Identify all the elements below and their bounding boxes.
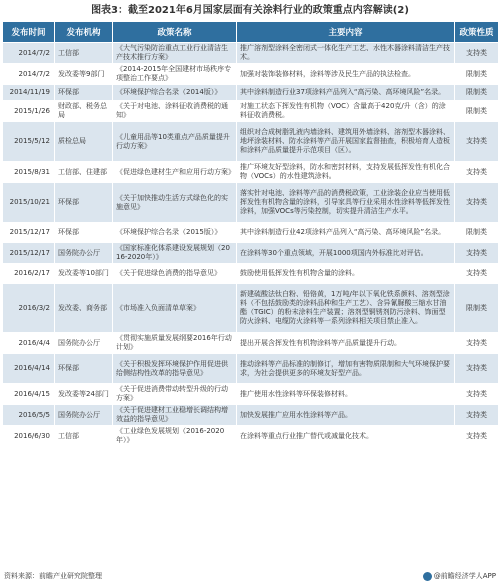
cell-nature: 支持类 — [455, 162, 499, 183]
table-row — [3, 85, 499, 101]
cell-policy-name: 《关于促进绿色消费的指导意见》 — [113, 264, 237, 284]
cell-content: 组织对合成树脂乳液内墙涂料、建筑用外墙涂料、溶剂型木器涂料、地坪涂装材料、防水涂料等产品开展国家监督抽查，积极培育人造板和涂料产品质量提升示范项目（区）。 — [237, 122, 455, 162]
cell-content: 在涂料等重点行业推广替代或减量化技术。 — [237, 426, 455, 447]
cell-org: 质检总局 — [55, 122, 113, 162]
cell-content: 鼓励使用低挥发性有机物含量的涂料。 — [237, 264, 455, 284]
table-row — [3, 284, 499, 333]
table-row — [3, 183, 499, 223]
table-row — [3, 64, 499, 85]
cell-org: 财政部、税务总局 — [55, 101, 113, 122]
cell-date: 2014/7/2 — [3, 64, 55, 85]
table-row — [3, 243, 499, 264]
cell-policy-name: 《环境保护综合名录（2014版）》 — [113, 85, 237, 101]
cell-nature: 支持类 — [455, 405, 499, 426]
table-header-row — [3, 22, 499, 43]
cell-policy-name: 《儿童用品等10类重点产品质量提升行动方案》 — [113, 122, 237, 162]
cell-content: 在涂料等30个重点领域，开展1000项国内外标准比对评估。 — [237, 243, 455, 264]
table-row — [3, 405, 499, 426]
header-org: 发布机构 — [55, 22, 113, 43]
cell-org: 工信部 — [55, 43, 113, 64]
cell-content: 新建硫酸法钛白粉、铅铬黄，1万吨/年以下氧化铁系颜料、溶剂型涂料（不包括鼓励类的涂料品种和生产工艺）、含异氰脲酸三缩水甘油酯（TGIC）的粉末涂料生产装置；溶剂型铜锈剂防污涂料、饰面型防火涂料、电缆防火涂料等一系列涂料相关项目禁止准入。 — [237, 284, 455, 333]
cell-org: 环保部 — [55, 223, 113, 243]
chart-title: 图表3：截至2021年6月国家层面有关涂料行业的政策重点内容解读(2) — [91, 5, 409, 16]
table-row — [3, 264, 499, 284]
cell-nature: 支持类 — [455, 122, 499, 162]
cell-date: 2015/1/26 — [3, 101, 55, 122]
cell-policy-name: 《国家标准化体系建设发展规划（2016-2020年）》 — [113, 243, 237, 264]
table-row — [3, 426, 499, 447]
cell-date: 2015/12/17 — [3, 243, 55, 264]
cell-org: 国务院办公厅 — [55, 333, 113, 354]
table-row — [3, 354, 499, 384]
table-row — [3, 384, 499, 405]
cell-org: 发改委等10部门 — [55, 264, 113, 284]
policy-table — [2, 21, 499, 447]
cell-date: 2016/5/5 — [3, 405, 55, 426]
header-date: 发布时间 — [3, 22, 55, 43]
cell-nature: 限制类 — [455, 64, 499, 85]
cell-policy-name: 《贯彻实施质量发展纲要2016年行动计划》 — [113, 333, 237, 354]
cell-policy-name: 《环境保护综合名录（2015版）》 — [113, 223, 237, 243]
table-row — [3, 333, 499, 354]
cell-org: 发改委等24部门 — [55, 384, 113, 405]
cell-nature: 限制类 — [455, 284, 499, 333]
source-note: 资料来源：前瞻产业研究院整理 — [4, 572, 102, 580]
cell-policy-name: 《关于加快推动生活方式绿色化的实施意见》 — [113, 183, 237, 223]
cell-date: 2016/6/30 — [3, 426, 55, 447]
cell-nature: 支持类 — [455, 384, 499, 405]
cell-org: 工信部、住建部 — [55, 162, 113, 183]
footer — [4, 571, 496, 583]
cell-content: 对施工状态下挥发性有机物（VOC）含量高于420克/升（含）的涂料征收消费税。 — [237, 101, 455, 122]
cell-content: 推动涂料等产品标准的制修订，增加有害物质限制和大气环境保护要求，为社会提供更多的环境友好型产品。 — [237, 354, 455, 384]
cell-date: 2016/4/14 — [3, 354, 55, 384]
cell-policy-name: 《2014-2015年全国建材市场秩序专项整治工作要点》 — [113, 64, 237, 85]
cell-nature: 支持类 — [455, 183, 499, 223]
header-content: 主要内容 — [237, 22, 455, 43]
cell-content: 加快发展推广应用水性涂料等产品。 — [237, 405, 455, 426]
cell-nature: 支持类 — [455, 243, 499, 264]
cell-date: 2016/4/15 — [3, 384, 55, 405]
cell-policy-name: 《关于促进消费带动转型升级的行动方案》 — [113, 384, 237, 405]
cell-org: 国务院办公厅 — [55, 405, 113, 426]
cell-org: 环保部 — [55, 85, 113, 101]
cell-org: 环保部 — [55, 354, 113, 384]
cell-content: 其中涂料制造行业37项涂料产品列入“高污染、高环境风险”名录。 — [237, 85, 455, 101]
table-row — [3, 43, 499, 64]
table-row — [3, 122, 499, 162]
cell-nature: 支持类 — [455, 354, 499, 384]
cell-date: 2015/10/21 — [3, 183, 55, 223]
cell-org: 发改委等9部门 — [55, 64, 113, 85]
cell-date: 2016/2/17 — [3, 264, 55, 284]
brand-label: @前瞻经济学人APP — [433, 572, 496, 580]
cell-nature: 限制类 — [455, 85, 499, 101]
cell-nature: 支持类 — [455, 426, 499, 447]
cell-date: 2015/8/31 — [3, 162, 55, 183]
brand-attribution — [423, 571, 496, 583]
cell-content: 加强对装饰装修材料，涂料等涉及民生产品的执法检查。 — [237, 64, 455, 85]
cell-content: 其中涂料制造行业42项涂料产品列入“高污染、高环境风险”名录。 — [237, 223, 455, 243]
cell-date: 2016/4/4 — [3, 333, 55, 354]
cell-content: 落实针对电池、涂料等产品的消费税政策，工业涂装企业应当使用低挥发性有机物含量的涂料，引导家具等行业采用水性涂料等低挥发性涂料，加强VOCs等污染控制，切实提升清洁生产水平。 — [237, 183, 455, 223]
cell-date: 2015/5/12 — [3, 122, 55, 162]
page — [0, 1, 500, 585]
cell-content: 推广环境友好型涂料，防水和密封材料，支持发展低挥发性有机化合物（VOCs）的水性建筑涂料。 — [237, 162, 455, 183]
cell-org: 环保部 — [55, 183, 113, 223]
table-row — [3, 223, 499, 243]
cell-date: 2016/3/2 — [3, 284, 55, 333]
cell-date: 2014/7/2 — [3, 43, 55, 64]
cell-policy-name: 《关于积极发挥环境保护作用促进供给侧结构性改革的指导意见》 — [113, 354, 237, 384]
cell-policy-name: 《工业绿色发展规划（2016-2020年）》 — [113, 426, 237, 447]
cell-nature: 支持类 — [455, 43, 499, 64]
cell-nature: 限制类 — [455, 101, 499, 122]
brand-logo-icon — [423, 572, 432, 581]
cell-nature: 限制类 — [455, 223, 499, 243]
cell-nature: 支持类 — [455, 264, 499, 284]
header-policy-name: 政策名称 — [113, 22, 237, 43]
cell-org: 工信部 — [55, 426, 113, 447]
cell-content: 推广使用水性涂料等环保装修材料。 — [237, 384, 455, 405]
table-row — [3, 101, 499, 122]
cell-policy-name: 《大气污染防治重点工业行业清洁生产技术推行方案》 — [113, 43, 237, 64]
cell-policy-name: 《市场准入负面清单草案》 — [113, 284, 237, 333]
cell-org: 发改委、商务部 — [55, 284, 113, 333]
cell-content: 提出开展含挥发性有机物涂料等产品质量提升行动。 — [237, 333, 455, 354]
cell-content: 推广溶剂型涂料全密闭式一体化生产工艺、水性木器涂料清洁生产技术。 — [237, 43, 455, 64]
cell-date: 2014/11/19 — [3, 85, 55, 101]
cell-policy-name: 《关于促进建材工业稳增长调结构增效益的指导意见》 — [113, 405, 237, 426]
cell-org: 国务院办公厅 — [55, 243, 113, 264]
cell-date: 2015/12/17 — [3, 223, 55, 243]
table-row — [3, 162, 499, 183]
cell-nature: 支持类 — [455, 333, 499, 354]
header-nature: 政策性质 — [455, 22, 499, 43]
cell-policy-name: 《关于对电池、涂料征收消费税的通知》 — [113, 101, 237, 122]
cell-policy-name: 《促进绿色建材生产和应用行动方案》 — [113, 162, 237, 183]
